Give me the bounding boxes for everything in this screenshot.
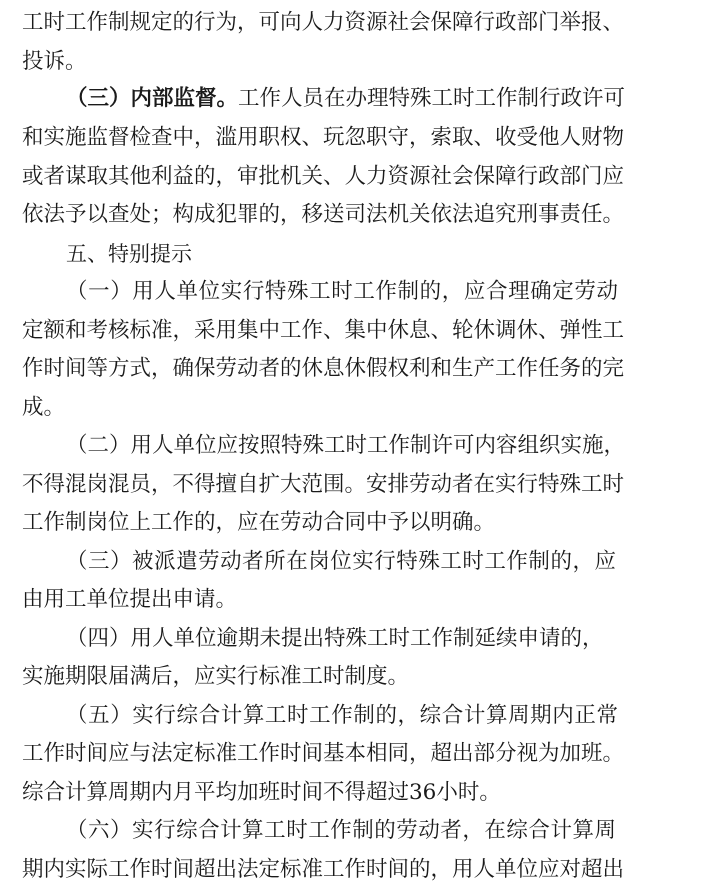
text-line: （四）用人单位逾期未提出特殊工时工作制延续申请的， [66,626,604,651]
text-line: （一）用人单位实行特殊工时工作制的，应合理确定劳动 [66,279,618,304]
text-line: 依法予以查处；构成犯罪的，移送司法机关依法追究刑事责任。 [22,202,625,227]
text-line: （三）被派遣劳动者所在岗位实行特殊工时工作制的，应 [66,549,616,574]
text-line: （五）实行综合计算工时工作制的，综合计算周期内正常 [66,703,618,728]
text-line: 综合计算周期内月平均加班时间不得超过36小时。 [22,780,501,805]
text-run: 工作人员在办理特殊工时工作制行政许可 [238,86,626,111]
text-line: （六）实行综合计算工时工作制的劳动者，在综合计算周 [66,818,616,843]
text-line: 工作时间应与法定标准工作时间基本相同，超出部分视为加班。 [22,741,625,766]
text-line: 工作制岗位上工作的，应在劳动合同中予以明确。 [22,510,496,535]
text-line: 工时工作制规定的行为，可向人力资源社会保障行政部门举报、 [22,10,625,35]
text-line: 投诉。 [22,49,87,74]
text-line: 实施期限届满后，应实行标准工时制度。 [22,664,410,689]
text-line: 定额和考核标准，采用集中工作、集中休息、轮休调休、弹性工 [22,318,625,343]
paragraph-line-with-label [0,79,642,119]
section-heading-special-notes: 五、特别提示 [66,242,192,266]
text-line: 和实施监督检查中，滥用职权、玩忽职守，索取、收受他人财物 [22,125,625,150]
text-line: （二）用人单位应按照特殊工时工作制许可内容组织实施， [66,433,626,458]
text-line: 不得混岗混员，不得擅自扩大范围。安排劳动者在实行特殊工时 [22,472,625,497]
text-line: 由用工单位提出申请。 [22,587,238,612]
text-line: 期内实际工作时间超出法定标准工作时间的，用人单位应对超出 [22,857,625,882]
text-line: 成。 [22,395,66,420]
text-line: 作时间等方式，确保劳动者的休息休假权利和生产工作任务的完 [22,356,625,381]
text-line: 或者谋取其他利益的，审批机关、人力资源社会保障行政部门应 [22,164,625,189]
section-label-internal-supervision: （三）内部监督。 [66,86,239,111]
